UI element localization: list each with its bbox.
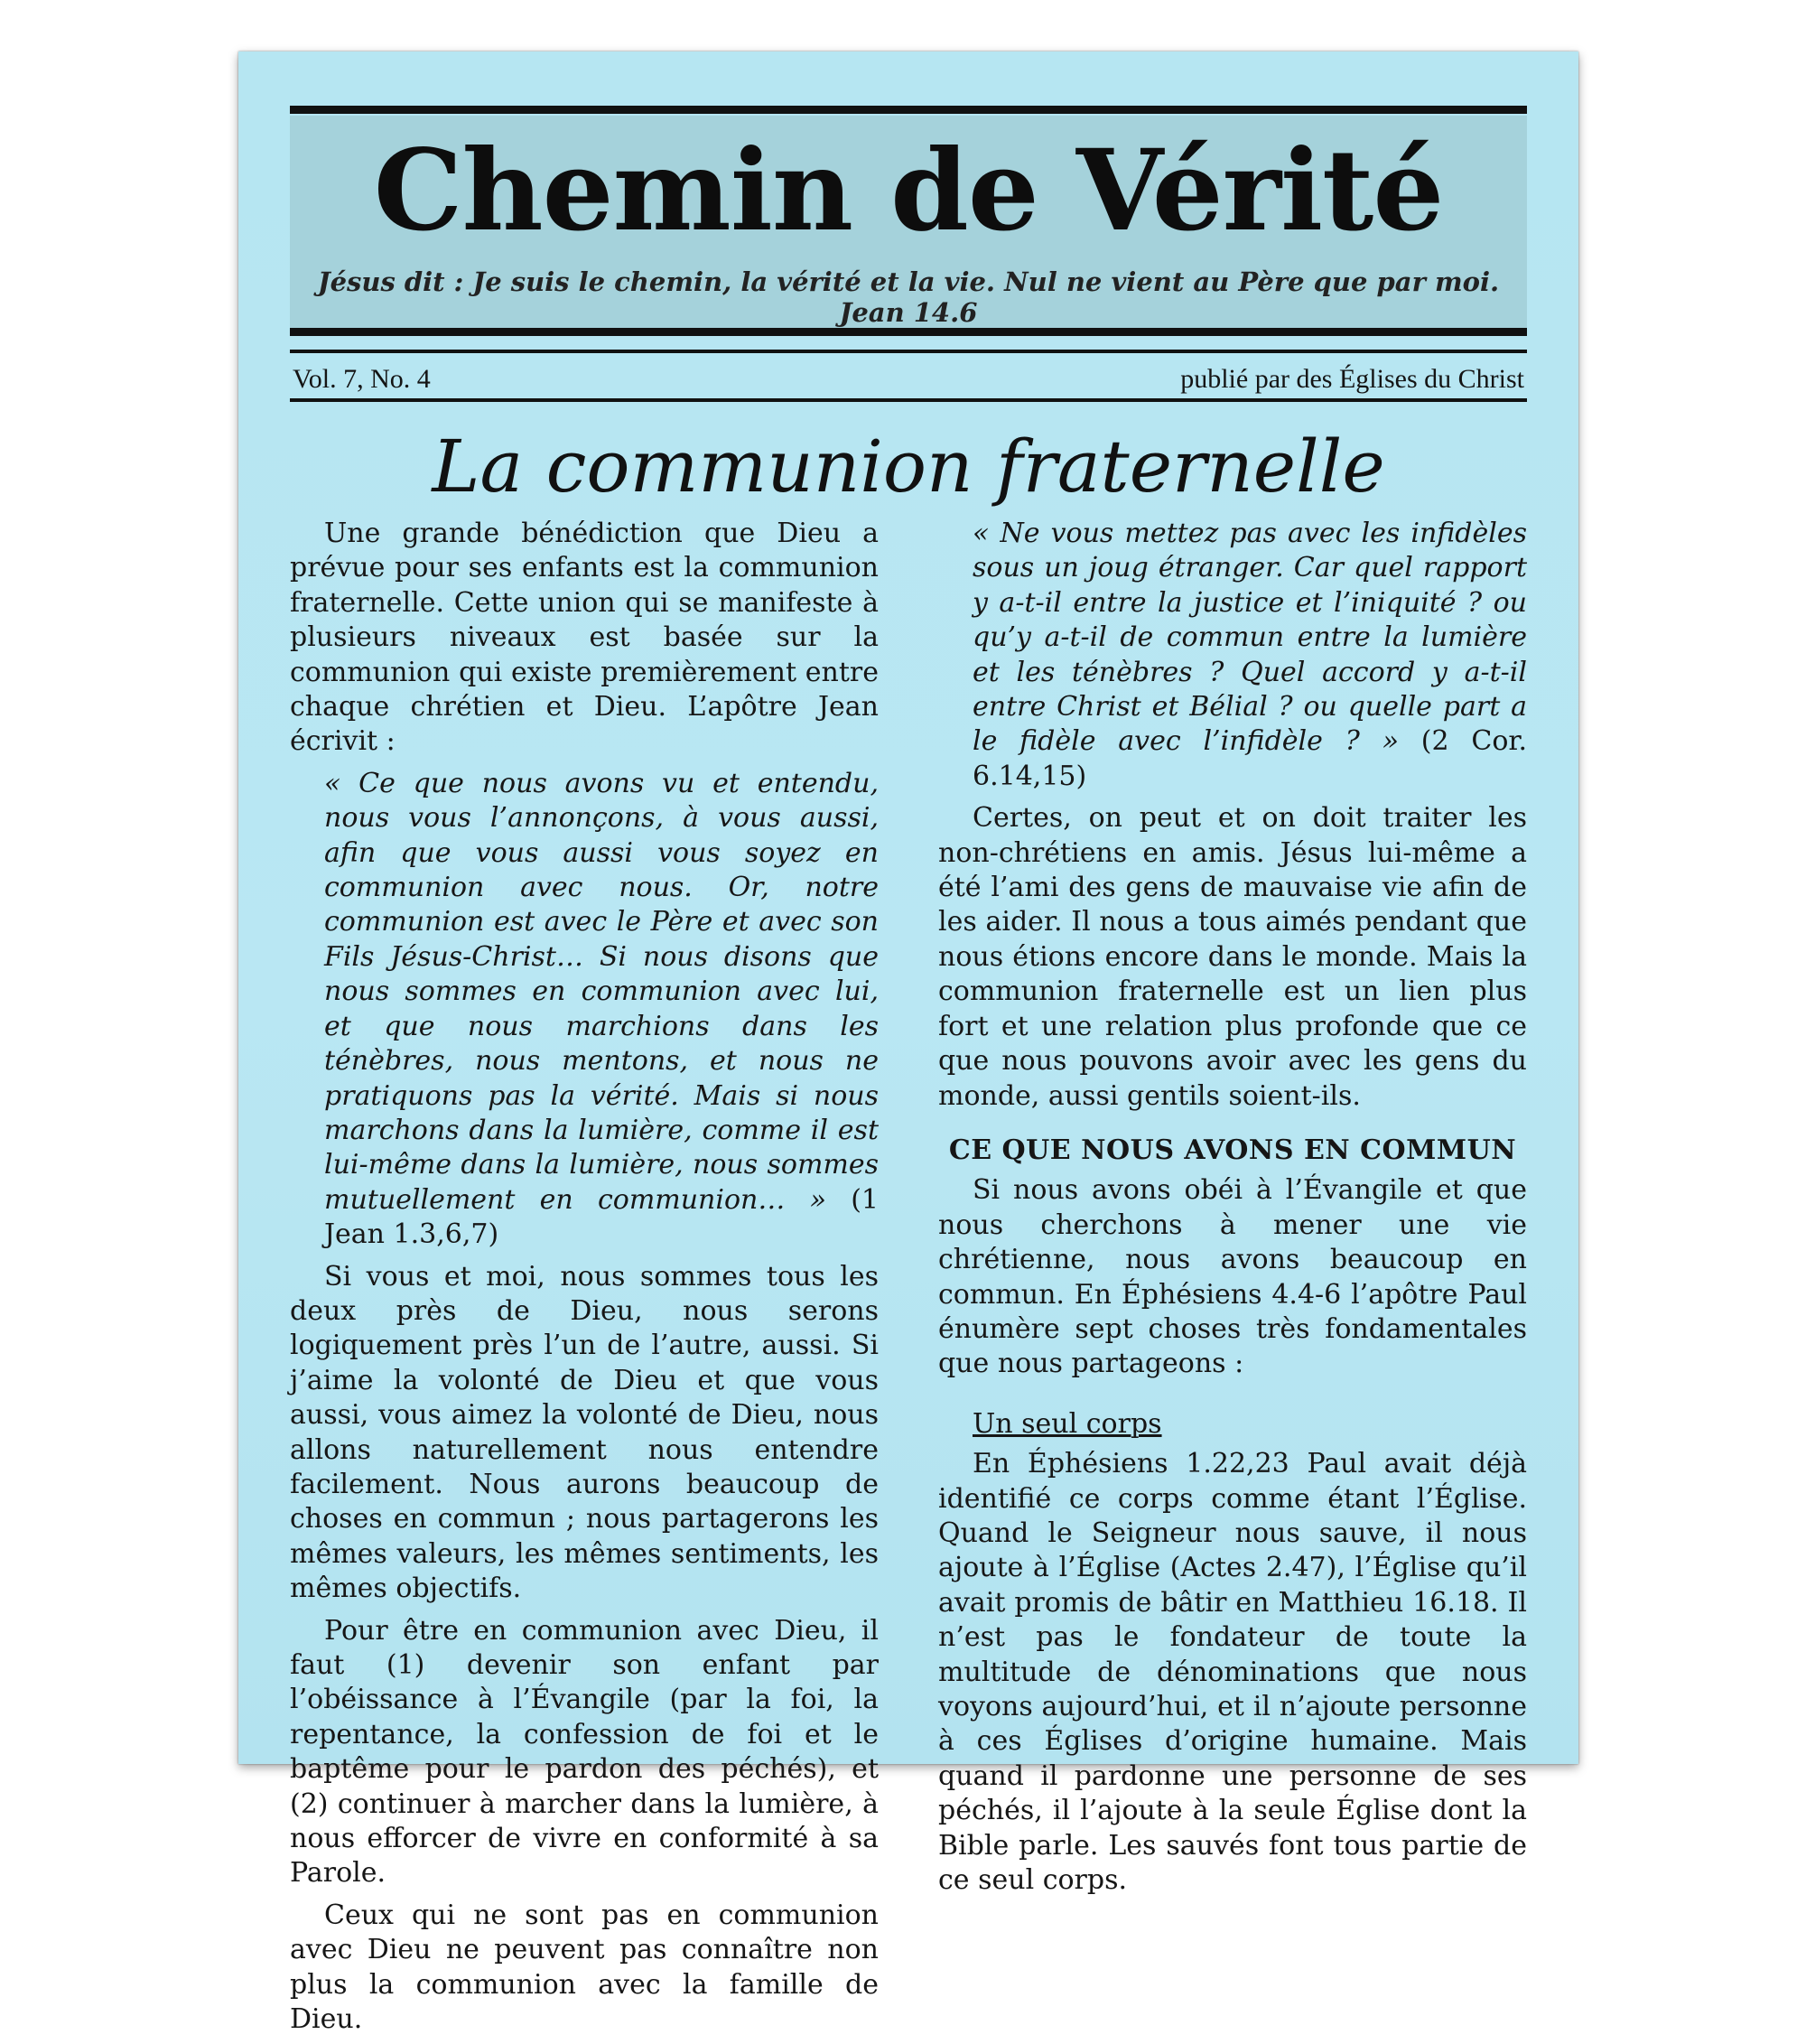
masthead xyxy=(290,106,1527,336)
article-column-left xyxy=(290,517,879,2044)
paragraph: Si nous avons obéi à l’Évangile et que nous cherchons à mener une vie chrétienne, nous avons beaucoup en commun. En Éphésiens 4.4-6 l’apôtre Paul énumère sept choses très fondamentales que nous partageons : xyxy=(938,1174,1527,1380)
paragraph: Ceux qui ne sont pas en communion avec Dieu ne peuvent pas connaître non plus la communion avec la famille de Dieu. xyxy=(290,1899,879,2036)
info-bottom-rule xyxy=(290,398,1527,402)
volume-number: Vol. 7, No. 4 xyxy=(293,364,431,394)
quote-text: « Ne vous mettez pas avec les infidèles sous un joug étranger. Car quel rapport y a-t-il entre la justice et l’iniquité ? ou qu’y a-t-il de commun entre la lumière et les ténèbres ? Quel accord y a-t-il entre Christ et Bélial ? ou quelle part a le fidèle avec l’infidèle ? » xyxy=(973,518,1527,758)
issue-info-bar xyxy=(290,359,1527,404)
paragraph: Certes, on peut et on doit traiter les non-chrétiens en amis. Jésus lui-même a été l’ami des gens de mauvaise vie afin de les aider. Il nous a tous aimés pendant que nous étions encore dans le monde. Mais la communion fraternelle est un lien plus fort et une relation plus profonde que ce que nous pouvons avoir avec les gens du monde, aussi gentils soient-ils. xyxy=(938,802,1527,1112)
quote-reference: (1 Jean 1.3,6,7) xyxy=(324,1183,879,1251)
article-column-right xyxy=(938,517,1527,1905)
publisher-line: publié par des Églises du Christ xyxy=(1180,364,1524,394)
section-heading: CE QUE NOUS AVONS EN COMMUN xyxy=(948,1134,1517,1166)
info-top-rule xyxy=(290,350,1527,353)
masthead-bottom-rule xyxy=(290,328,1527,336)
newsletter-title: Chemin de Vérité xyxy=(373,126,1444,257)
subsection-heading: Un seul corps xyxy=(973,1407,1162,1440)
quote-text: « Ce que nous avons vu et entendu, nous vous l’annonçons, à vous aussi, afin que vous aussi vous soyez en communion avec nous. Or, notre communion est avec le Père et avec son Fils Jésus-Christ… Si nous disons que nous sommes en communion avec lui, et que nous marchions dans les ténèbres, nous mentons, et nous ne pratiquons pas la vérité. Mais si nous marchons dans la lumière, comme il est lui-même dans la lumière, nous sommes mutuellement en communion… » xyxy=(324,767,879,1216)
paragraph: Une grande bénédiction que Dieu a prévue pour ses enfants est la communion fraternelle. Cette union qui se manifeste à plusieurs niveaux est basée sur la communion qui existe premièrement entre chaque chrétien et Dieu. L’apôtre Jean écrivit : xyxy=(290,518,879,758)
newsletter-page xyxy=(238,51,1578,2036)
paragraph: Pour être en communion avec Dieu, il faut (1) devenir son enfant par l’obéissance à l’Évangile (par la foi, la repentance, la confession de foi et le baptême pour le pardon des péchés), et (2) continuer à marcher dans la lumière, à nous efforcer de vivre en conformité à sa Parole. xyxy=(290,1614,879,1890)
quote-reference: (2 Cor. 6.14,15) xyxy=(973,725,1527,792)
paragraph: En Éphésiens 1.22,23 Paul avait déjà identifié ce corps comme étant l’Église. Quand le Seigneur nous sauve, il nous ajoute à l’Église (Actes 2.47), l’Église qu’il avait promis de bâtir en Matthieu 16.18. Il n’est pas le fondateur de toute la multitude de dénominations que nous voyons aujourd’hui, et il n’ajoute personne à ces Églises d’origine humaine. Mais quand il pardonne une personne de ses péchés, il l’ajoute à la seule Église dont la Bible parle. Les sauvés font tous partie de ce seul corps. xyxy=(938,1448,1527,1897)
masthead-top-rule xyxy=(290,106,1527,114)
paragraph: Si vous et moi, nous sommes tous les deux près de Dieu, nous serons logiquement près l’un de l’autre, aussi. Si j’aime la volonté de Dieu et que vous aussi, vous aimez la volonté de Dieu, nous allons naturellement nous entendre facilement. Nous aurons beaucoup de choses en commun ; nous partagerons les mêmes valeurs, les mêmes sentiments, les mêmes objectifs. xyxy=(290,1260,879,1605)
article-headline: La communion fraternelle xyxy=(432,425,1385,509)
newsletter-tagline: Jésus dit : Je suis le chemin, la vérité et la vie. Nul ne vient au Père que par moi. Jean 14.6 xyxy=(317,266,1500,328)
scripture-quote xyxy=(973,517,1527,794)
scripture-quote xyxy=(324,767,879,1253)
